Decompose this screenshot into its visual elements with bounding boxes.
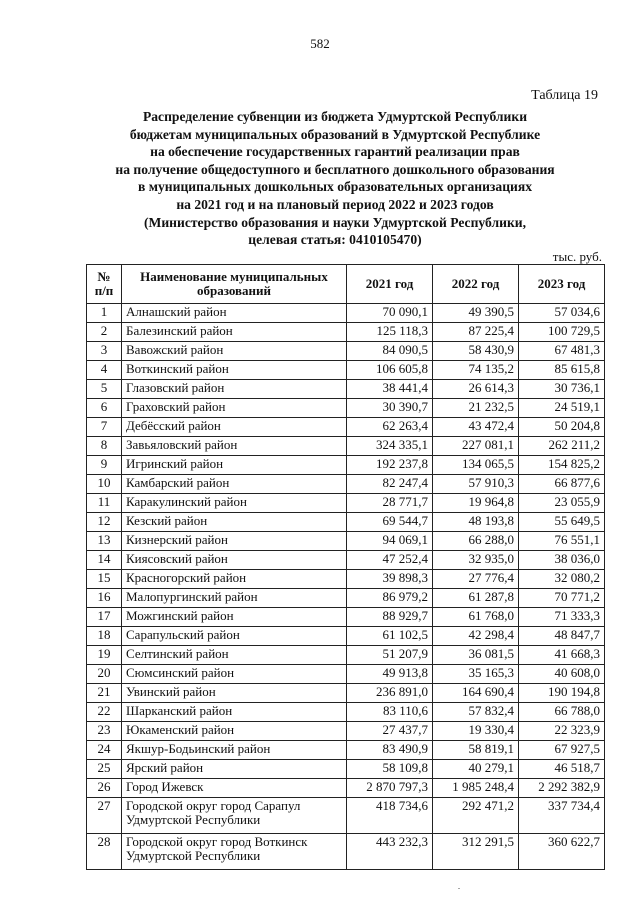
row-number: 5 [87, 380, 122, 399]
row-value-2023: 262 211,2 [519, 437, 605, 456]
row-value-2021: 62 263,4 [347, 418, 433, 437]
row-value-2022: 164 690,4 [433, 684, 519, 703]
page-number: 582 [310, 36, 330, 51]
row-value-2022: 292 471,2 [433, 798, 519, 834]
row-value-2023: 55 649,5 [519, 513, 605, 532]
row-name: Селтинский район [122, 646, 347, 665]
row-value-2022: 48 193,8 [433, 513, 519, 532]
row-value-2022: 61 768,0 [433, 608, 519, 627]
table-row [87, 589, 605, 608]
row-value-2022: 227 081,1 [433, 437, 519, 456]
row-value-2021: 30 390,7 [347, 399, 433, 418]
row-value-2023: 66 877,6 [519, 475, 605, 494]
row-name: Балезинский район [122, 323, 347, 342]
row-number: 21 [87, 684, 122, 703]
row-number: 16 [87, 589, 122, 608]
title-line: целевая статья: 0410105470) [248, 232, 422, 248]
row-value-2021: 86 979,2 [347, 589, 433, 608]
row-value-2021: 94 069,1 [347, 532, 433, 551]
row-number: 4 [87, 361, 122, 380]
row-number: 1 [87, 304, 122, 323]
row-value-2021: 83 490,9 [347, 741, 433, 760]
row-value-2022: 27 776,4 [433, 570, 519, 589]
table-row [87, 834, 605, 870]
row-value-2023: 50 204,8 [519, 418, 605, 437]
row-number: 3 [87, 342, 122, 361]
row-value-2022: 312 291,5 [433, 834, 519, 870]
header-num: № п/п [87, 265, 122, 304]
row-value-2021: 82 247,4 [347, 475, 433, 494]
row-number: 28 [87, 834, 122, 870]
table-row [87, 608, 605, 627]
row-value-2023: 41 668,3 [519, 646, 605, 665]
row-value-2023: 30 736,1 [519, 380, 605, 399]
row-number: 27 [87, 798, 122, 834]
row-name: Камбарский район [122, 475, 347, 494]
table-row [87, 703, 605, 722]
row-number: 23 [87, 722, 122, 741]
row-value-2021: 2 870 797,3 [347, 779, 433, 798]
row-number: 19 [87, 646, 122, 665]
row-value-2022: 58 430,9 [433, 342, 519, 361]
row-name: Дебёсский район [122, 418, 347, 437]
scan-mark: . [458, 882, 460, 891]
row-value-2021: 47 252,4 [347, 551, 433, 570]
row-value-2023: 70 771,2 [519, 589, 605, 608]
row-value-2023: 154 825,2 [519, 456, 605, 475]
table-row [87, 456, 605, 475]
table-row [87, 722, 605, 741]
table-row [87, 760, 605, 779]
title-line: на 2021 год и на плановый период 2022 и 2023 годов [176, 196, 494, 212]
row-value-2023: 24 519,1 [519, 399, 605, 418]
table-row [87, 741, 605, 760]
title-line: на получение общедоступного и бесплатного дошкольного образования [115, 161, 555, 177]
row-number: 7 [87, 418, 122, 437]
row-value-2022: 1 985 248,4 [433, 779, 519, 798]
table-row [87, 380, 605, 399]
row-number: 11 [87, 494, 122, 513]
row-value-2022: 49 390,5 [433, 304, 519, 323]
table-row [87, 361, 605, 380]
table-row [87, 779, 605, 798]
row-value-2021: 236 891,0 [347, 684, 433, 703]
row-value-2021: 125 118,3 [347, 323, 433, 342]
row-value-2022: 43 472,4 [433, 418, 519, 437]
row-name: Малопургинский район [122, 589, 347, 608]
row-value-2021: 58 109,8 [347, 760, 433, 779]
row-value-2023: 67 927,5 [519, 741, 605, 760]
row-value-2023: 190 194,8 [519, 684, 605, 703]
row-value-2021: 27 437,7 [347, 722, 433, 741]
row-value-2022: 19 964,8 [433, 494, 519, 513]
table-row [87, 570, 605, 589]
row-number: 13 [87, 532, 122, 551]
row-name: Глазовский район [122, 380, 347, 399]
row-name: Городской округ город Воткинск Удмуртской Республики [122, 834, 347, 870]
row-value-2021: 51 207,9 [347, 646, 433, 665]
row-number: 14 [87, 551, 122, 570]
row-name: Шарканский район [122, 703, 347, 722]
row-value-2022: 21 232,5 [433, 399, 519, 418]
header-name: Наименование муниципальных образований [122, 265, 347, 304]
row-value-2023: 48 847,7 [519, 627, 605, 646]
row-name: Алнашский район [122, 304, 347, 323]
table-row [87, 304, 605, 323]
row-number: 12 [87, 513, 122, 532]
row-value-2022: 26 614,3 [433, 380, 519, 399]
row-value-2021: 28 771,7 [347, 494, 433, 513]
row-value-2023: 337 734,4 [519, 798, 605, 834]
row-value-2021: 39 898,3 [347, 570, 433, 589]
row-number: 8 [87, 437, 122, 456]
row-name: Воткинский район [122, 361, 347, 380]
row-value-2021: 106 605,8 [347, 361, 433, 380]
table-row [87, 665, 605, 684]
row-name: Кизнерский район [122, 532, 347, 551]
row-value-2023: 46 518,7 [519, 760, 605, 779]
row-value-2022: 61 287,8 [433, 589, 519, 608]
row-value-2023: 32 080,2 [519, 570, 605, 589]
table-row [87, 798, 605, 834]
row-value-2022: 74 135,2 [433, 361, 519, 380]
table-row [87, 551, 605, 570]
row-value-2023: 66 788,0 [519, 703, 605, 722]
row-value-2022: 57 832,4 [433, 703, 519, 722]
row-value-2022: 66 288,0 [433, 532, 519, 551]
header-2022: 2022 год [433, 265, 519, 304]
title-line: Распределение субвенции из бюджета Удмуртской Республики [142, 109, 528, 124]
row-value-2021: 84 090,5 [347, 342, 433, 361]
row-value-2022: 87 225,4 [433, 323, 519, 342]
table-row [87, 342, 605, 361]
row-number: 10 [87, 475, 122, 494]
row-value-2021: 418 734,6 [347, 798, 433, 834]
row-name: Можгинский район [122, 608, 347, 627]
row-name: Сюмсинский район [122, 665, 347, 684]
row-name: Завьяловский район [122, 437, 347, 456]
title-line: бюджетам муниципальных образований в Удмуртской Республике [129, 126, 541, 142]
row-number: 6 [87, 399, 122, 418]
row-value-2023: 22 323,9 [519, 722, 605, 741]
row-value-2023: 100 729,5 [519, 323, 605, 342]
table-row [87, 418, 605, 437]
row-number: 22 [87, 703, 122, 722]
row-number: 9 [87, 456, 122, 475]
row-value-2023: 76 551,1 [519, 532, 605, 551]
row-value-2022: 35 165,3 [433, 665, 519, 684]
row-value-2022: 57 910,3 [433, 475, 519, 494]
row-value-2022: 36 081,5 [433, 646, 519, 665]
row-name: Кезский район [122, 513, 347, 532]
row-value-2023: 360 622,7 [519, 834, 605, 870]
row-value-2023: 71 333,3 [519, 608, 605, 627]
row-value-2023: 38 036,0 [519, 551, 605, 570]
table-row [87, 627, 605, 646]
row-name: Юкаменский район [122, 722, 347, 741]
row-number: 15 [87, 570, 122, 589]
header-2023: 2023 год [519, 265, 605, 304]
table-row [87, 513, 605, 532]
row-number: 26 [87, 779, 122, 798]
row-value-2023: 2 292 382,9 [519, 779, 605, 798]
row-name: Ярский район [122, 760, 347, 779]
row-name: Якшур-Бодьинский район [122, 741, 347, 760]
row-name: Вавожский район [122, 342, 347, 361]
row-value-2021: 69 544,7 [347, 513, 433, 532]
table-row [87, 475, 605, 494]
row-name: Киясовский район [122, 551, 347, 570]
units-label: тыс. руб. [552, 249, 602, 264]
row-number: 18 [87, 627, 122, 646]
row-value-2021: 70 090,1 [347, 304, 433, 323]
row-value-2021: 88 929,7 [347, 608, 433, 627]
row-value-2023: 40 608,0 [519, 665, 605, 684]
row-value-2021: 61 102,5 [347, 627, 433, 646]
row-number: 20 [87, 665, 122, 684]
row-number: 2 [87, 323, 122, 342]
row-value-2022: 42 298,4 [433, 627, 519, 646]
row-value-2023: 23 055,9 [519, 494, 605, 513]
table-label: Таблица 19 [531, 88, 598, 103]
row-value-2022: 134 065,5 [433, 456, 519, 475]
row-number: 17 [87, 608, 122, 627]
table-row [87, 494, 605, 513]
row-name: Городской округ город Сарапул Удмуртской Республики [122, 798, 347, 834]
subvention-table [86, 264, 605, 870]
row-value-2022: 40 279,1 [433, 760, 519, 779]
row-value-2022: 19 330,4 [433, 722, 519, 741]
table-row [87, 646, 605, 665]
row-value-2021: 38 441,4 [347, 380, 433, 399]
table-row [87, 399, 605, 418]
row-value-2021: 443 232,3 [347, 834, 433, 870]
row-value-2021: 192 237,8 [347, 456, 433, 475]
row-number: 24 [87, 741, 122, 760]
row-value-2023: 67 481,3 [519, 342, 605, 361]
title-line: в муниципальных дошкольных образовательных организациях [137, 179, 533, 195]
row-value-2023: 57 034,6 [519, 304, 605, 323]
row-value-2021: 83 110,6 [347, 703, 433, 722]
row-name: Игринский район [122, 456, 347, 475]
table-header-row [87, 265, 605, 304]
row-name: Город Ижевск [122, 779, 347, 798]
title-line: на обеспечение государственных гарантий реализации прав [150, 144, 520, 160]
row-name: Каракулинский район [122, 494, 347, 513]
table-row [87, 684, 605, 703]
row-value-2021: 49 913,8 [347, 665, 433, 684]
title-line: (Министерство образования и науки Удмуртской Республики, [143, 214, 527, 230]
row-name: Красногорский район [122, 570, 347, 589]
row-value-2023: 85 615,8 [519, 361, 605, 380]
row-value-2021: 324 335,1 [347, 437, 433, 456]
row-value-2022: 32 935,0 [433, 551, 519, 570]
row-value-2022: 58 819,1 [433, 741, 519, 760]
row-name: Сарапульский район [122, 627, 347, 646]
table-row [87, 532, 605, 551]
document-title [70, 108, 600, 249]
table-row [87, 323, 605, 342]
table-body [87, 304, 605, 870]
row-number: 25 [87, 760, 122, 779]
header-2021: 2021 год [347, 265, 433, 304]
row-name: Увинский район [122, 684, 347, 703]
row-name: Граховский район [122, 399, 347, 418]
table-row [87, 437, 605, 456]
